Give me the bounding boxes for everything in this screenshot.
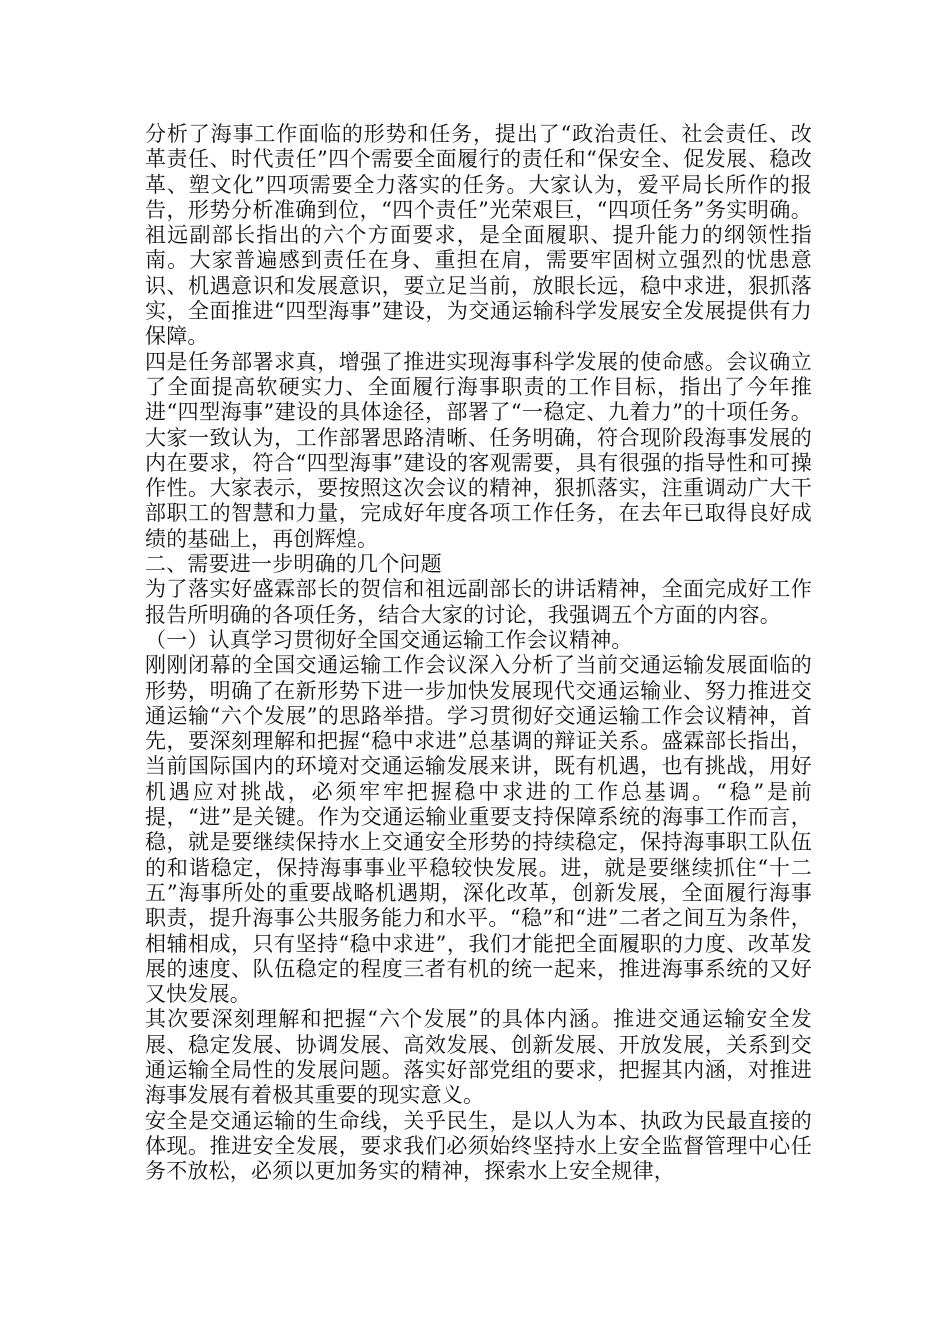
paragraph-safety-lifeline: 安全是交通运输的生命线，关乎民生，是以人为本、执政为民最直接的体现。推进安全发展，要求我们必须始终坚持水上安全监督管理中心任务不放松，必须以更加务实的精神，探索水上安全规律， [145,1108,812,1184]
paragraph-intro-five-aspects: 为了落实好盛霖部长的贺信和祖远副部长的讲话精神，全面完成好工作报告所明确的各项任务，结合大家的讨论，我强调五个方面的内容。 [145,577,812,627]
paragraph-steady-progress: 刚刚闭幕的全国交通运输工作会议深入分析了当前交通运输发展面临的形势，明确了在新形势下进一步加快发展现代交通运输业、努力推进交通运输“六个发展”的思路举措。学习贯彻好交通运输工作会议精神，首先，要深刻理解和把握“稳中求进”总基调的辩证关系。盛霖部长指出，当前国际国内的环境对交通运输发展来讲，既有机遇，也有挑战，用好机遇应对挑战，必须牢牢把握稳中求进的工作总基调。“稳”是前提，“进”是关键。作为交通运输业重要支持保障系统的海事工作而言，稳，就是要继续保持水上交通安全形势的持续稳定，保持海事职工队伍的和谐稳定，保持海事事业平稳较快发展。进，就是要继续抓住“十二五”海事所处的重要战略机遇期，深化改革，创新发展，全面履行海事职责，提升海事公共服务能力和水平。“稳”和“进”二者之间互为条件，相辅相成，只有坚持“稳中求进”，我们才能把全面履职的力度、改革发展的速度、队伍稳定的程度三者有机的统一起来，推进海事系统的又好又快发展。 [145,653,812,1007]
paragraph-task-deployment: 四是任务部署求真，增强了推进实现海事科学发展的使命感。会议确立了全面提高软硬实力、全面履行海事职责的工作目标，指出了今年推进“四型海事”建设的具体途径，部署了“一稳定、九着力”的十项任务。大家一致认为，工作部署思路清晰、任务明确，符合现阶段海事发展的内在要求，符合“四型海事”建设的客观需要，具有很强的指导性和可操作性。大家表示，要按照这次会议的精神，狠抓落实，注重调动广大干部职工的智慧和力量，完成好年度各项工作任务，在去年已取得良好成绩的基础上，再创辉煌。 [145,349,812,551]
paragraph-six-developments: 其次要深刻理解和把握“六个发展”的具体内涵。推进交通运输安全发展、稳定发展、协调发展、高效发展、创新发展、开放发展，关系到交通运输全局性的发展问题。落实好部党组的要求，把握其内涵，对推进海事发展有着极其重要的现实意义。 [145,1007,812,1108]
section-heading-issues: 二、需要进一步明确的几个问题 [145,552,442,577]
subheading-study-conference: （一）认真学习贯彻好全国交通运输工作会议精神。 [145,627,633,652]
paragraph-situation-analysis: 分析了海事工作面临的形势和任务，提出了“政治责任、社会责任、改革责任、时代责任”四个需要全面履行的责任和“保安全、促发展、稳改革、塑文化”四项需要全力落实的任务。大家认为，爱平局长所作的报告，形势分析准确到位，“四个责任”光荣艰巨，“四项任务”务实明确。祖远副部长指出的六个方面要求，是全面履职、提升能力的纲领性指南。大家普遍感到责任在身、重担在肩，需要牢固树立强烈的忧患意识、机遇意识和发展意识，要立足当前，放眼长远，稳中求进，狠抓落实，全面推进“四型海事”建设，为交通运输科学发展安全发展提供有力保障。 [145,122,812,349]
document-body [145,122,812,1184]
